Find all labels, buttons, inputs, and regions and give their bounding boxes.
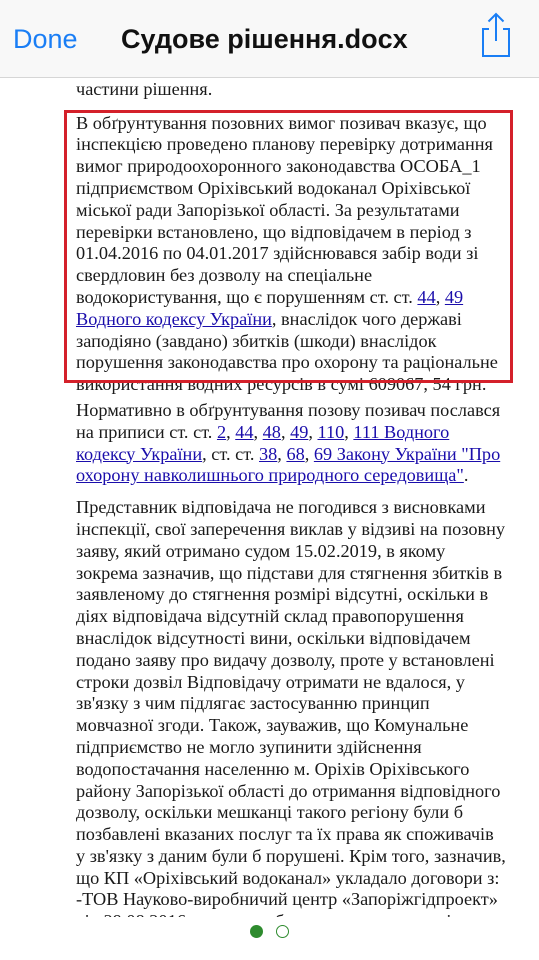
law-link-38[interactable]: 38 bbox=[259, 443, 278, 464]
law-link-44[interactable]: 44 bbox=[417, 286, 436, 307]
law-link-49-water-code[interactable]: 49 Водного кодексу України bbox=[76, 286, 464, 329]
document-content bbox=[76, 57, 506, 955]
top-navigation-bar bbox=[0, 0, 539, 78]
law-link-48[interactable]: 48 bbox=[262, 421, 281, 442]
done-button[interactable]: Done bbox=[13, 24, 78, 54]
share-icon[interactable] bbox=[478, 12, 514, 58]
document-viewer[interactable] bbox=[0, 57, 539, 917]
p2-text-before: Нормативно в обґрунтування позову позивач послався на приписи ст. ст. bbox=[76, 399, 501, 442]
page-dot-active[interactable] bbox=[250, 925, 263, 938]
law-link-69-environment-law[interactable]: 69 Закону України "Про охорону навколишнього природного середовища" bbox=[76, 443, 501, 486]
document-title: Судове рішення.docx bbox=[121, 24, 408, 54]
law-link-110[interactable]: 110 bbox=[317, 421, 345, 442]
highlighted-paragraph bbox=[76, 113, 506, 396]
law-link-49[interactable]: 49 bbox=[290, 421, 309, 442]
p1-text-after: , внаслідок чого державі заподіяно (завдано) збитків (шкоди) внаслідок порушення законодавства про охорону та раціональне використання водних ресурсів в сумі 609067, 54 грн. bbox=[76, 308, 498, 395]
page-indicator bbox=[0, 917, 539, 960]
p2-mid: , ст. ст. bbox=[202, 443, 260, 464]
law-link-111-water-code[interactable]: 111 Водного кодексу України bbox=[76, 421, 450, 464]
law-link-68[interactable]: 68 bbox=[286, 443, 305, 464]
intro-line-2: частини рішення. bbox=[76, 78, 213, 99]
respondent-paragraph: Представник відповідача не погодився з висновками інспекції, свої заперечення виклав у відзиві на позовну заяву, який отримано судом 15.02.2019, в якому зокрема зазначив, що підстави для стягнення збитків в заявленому до стягнення розмірі відсутні, оскільки в діях відповідача відсутній склад правопорушення внаслідок відсутності вини, оскільки відповідачем подано заяву про видачу дозволу, проте у встановлені строки дозвіл Відповідачу отримати не вдалося, у зв'язку з чим підлягає застосуванню принцип мовчазної згоди. Також, зауважив, що Комунальне підприємство не могло зупинити здійснення водопостачання населенню м. Оріхів Оріхівського району Запорізької області до отримання відповідного дозволу, оскільки мешканці такого регіону були б позбавлені вказаних послуг та їх права як споживачів у зв'язку з даним були б порушені. Крім того, зазначив, що КП «Оріхівський водоканал» укладало договори з: -ТОВ Науково-виробничий центр «Запоріжгідпроект» bbox=[76, 497, 506, 910]
law-link-44[interactable]: 44 bbox=[235, 421, 254, 442]
p1-text-before: В обґрунтування позовних вимог позивач вказує, що інспекцією проведено планову перевірку дотримання вимог природоохоронного законодавства ОСОБА_1 підприємством Оріхівський водоканал Оріхівської міської ради Запорізької області. За результатами перевірки встановлено, що відповідачем в період з 01.04.2016 по 04.01.2017 здійснювався забір води зі свердловин без дозволу на спеціальне водокористування, що є порушенням ст. ст. bbox=[76, 112, 493, 307]
p2-end: . bbox=[463, 465, 469, 486]
p1-sep: , bbox=[435, 286, 445, 307]
law-link-2[interactable]: 2 bbox=[216, 421, 227, 442]
normative-paragraph: Нормативно в обґрунтування позову позивач послався на приписи ст. ст. 2, 44, 48, 49, 110, 111 Водного кодексу України, ст. ст. 38, 68, 69 Закону України "Про охорону навколишнього природного середовища". bbox=[76, 399, 501, 486]
page-dot-inactive[interactable] bbox=[276, 925, 289, 938]
